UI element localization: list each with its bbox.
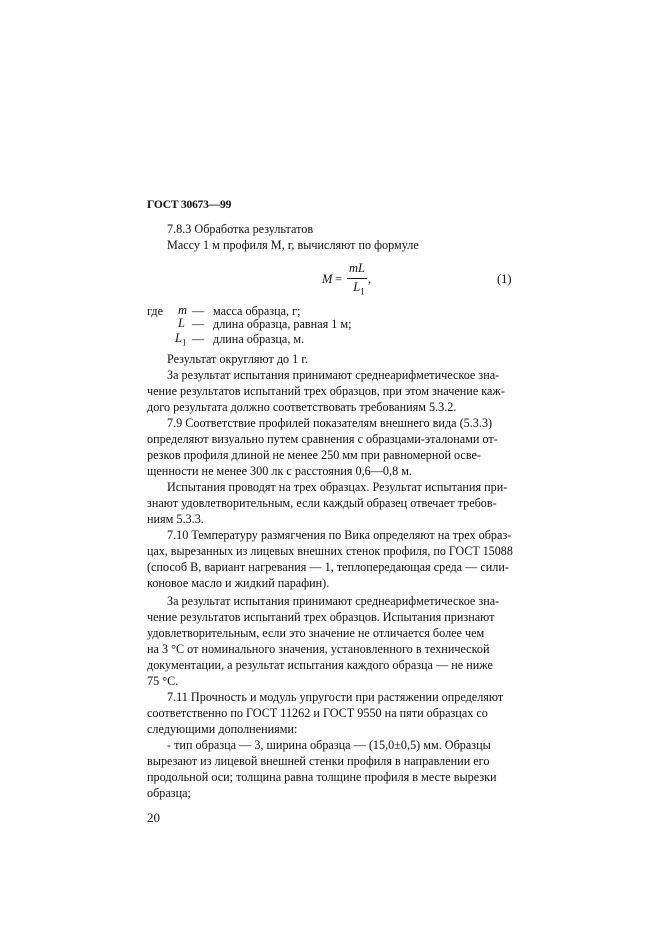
paragraph-line: цах, вырезанных из лицевых внешних стенок профиля, по ГОСТ 15088 <box>147 544 513 558</box>
page-number: 20 <box>147 810 160 825</box>
paragraph-line: чение результатов испытаний трех образцов, при этом значение каж- <box>147 384 505 398</box>
paragraph-line: следующими дополнениями: <box>147 722 298 736</box>
fraction-bar <box>347 278 367 279</box>
formula-lhs: M <box>322 272 333 286</box>
formula-comma: , <box>368 272 372 286</box>
paragraph-line: резков профиля длиной не менее 250 мм при равномерной осве- <box>147 448 481 462</box>
paragraph-line: на 3 °С от номинального значения, установленного в технической <box>147 642 490 656</box>
formula-numerator: mL <box>349 261 365 275</box>
paragraph-line: продольной оси; толщина равна толщине профиля в месте вырезки <box>147 770 497 784</box>
paragraph-line: (способ В, вариант нагревания — 1, теплопередающая среда — сили- <box>147 560 509 574</box>
paragraph-line: ниям 5.3.3. <box>147 512 204 526</box>
paragraph-line: образца; <box>147 786 191 800</box>
where-def-L1: длина образца, м. <box>213 332 305 346</box>
formula-denominator: $L_1$ <box>353 280 365 297</box>
where-dash: — <box>192 317 205 331</box>
paragraph-line: За результат испытания принимают среднеарифметическое зна- <box>167 594 500 608</box>
paragraph-line: - тип образца — 3, ширина образца — (15,0±0,5) мм. Образцы <box>167 738 491 752</box>
paragraph-line: 7.9 Соответствие профилей показателям внешнего вида (5.3.3) <box>167 416 493 430</box>
where-dash: — <box>192 304 205 318</box>
rounding-note: Результат округляют до 1 г. <box>167 352 308 366</box>
where-var-L: L <box>178 316 185 330</box>
paragraph-line: 7.11 Прочность и модуль упругости при растяжении определяют <box>167 690 504 704</box>
paragraph-line: щенности не менее 300 лк с расстояния 0,6—0,8 м. <box>147 464 412 478</box>
paragraph-line: вырезают из лицевой внешней стенки профиля в направлении его <box>147 754 490 768</box>
paragraph-line: соответственно по ГОСТ 11262 и ГОСТ 9550 на пяти образцах со <box>147 706 488 720</box>
section-title: 7.8.3 Обработка результатов <box>167 222 314 236</box>
formula-intro: Массу 1 м профиля М, г, вычисляют по формуле <box>167 238 419 252</box>
paragraph-line: За результат испытания принимают среднеарифметическое зна- <box>167 368 500 382</box>
where-var-L1: $L_1$ <box>175 331 187 348</box>
document-header: ГОСТ 30673—99 <box>147 199 232 211</box>
paragraph-line: знают удовлетворительным, если каждый образец отвечает требов- <box>147 496 497 510</box>
where-dash: — <box>192 332 205 346</box>
where-def-m: масса образца, г; <box>213 304 301 318</box>
paragraph-line: дого результата должно соответствовать требованиям 5.3.2. <box>147 400 457 414</box>
where-label: где <box>147 304 164 318</box>
paragraph-line: 75 °С. <box>147 674 179 688</box>
formula-number: (1) <box>497 272 512 286</box>
paragraph-line: чение результатов испытаний трех образцов. Испытания признают <box>147 610 495 624</box>
paragraph-line: Испытания проводят на трех образцах. Результат испытания при- <box>167 480 508 494</box>
paragraph-line: 7.10 Температуру размягчения по Вика определяют на трех образ- <box>167 528 512 542</box>
paragraph-line: документации, а результат испытания каждого образца — не ниже <box>147 658 493 672</box>
formula-equals: = <box>335 272 343 286</box>
where-def-L: длина образца, равная 1 м; <box>213 317 352 331</box>
paragraph-line: коновое масло и жидкий парафин). <box>147 576 330 590</box>
paragraph-line: определяют визуально путем сравнения с образцами-эталонами от- <box>147 432 498 446</box>
where-var-m: m <box>178 303 188 317</box>
paragraph-line: удовлетворительным, если это значение не отличается более чем <box>147 626 485 640</box>
